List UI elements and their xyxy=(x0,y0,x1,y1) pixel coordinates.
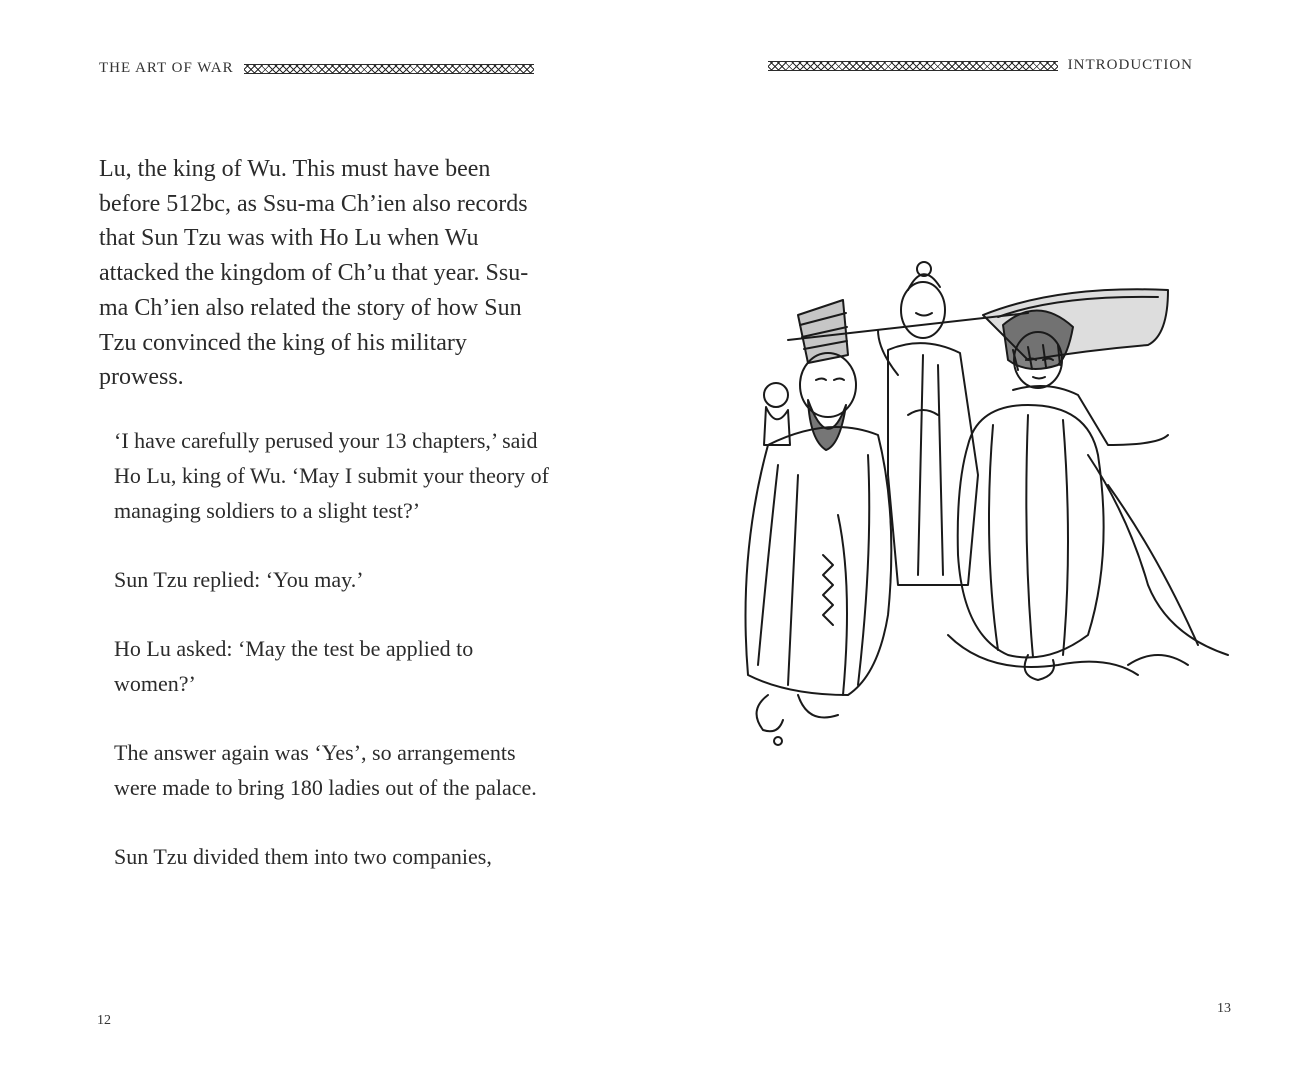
book-title: THE ART OF WAR xyxy=(99,60,234,76)
ornament-rule xyxy=(768,61,1058,71)
paragraph: Sun Tzu replied: ‘You may.’ xyxy=(114,566,364,592)
figure-illustration xyxy=(728,255,1248,755)
paragraph: Ho Lu asked: ‘May the test be applied to women?’ xyxy=(114,635,474,696)
running-head-left xyxy=(99,60,534,77)
paragraph: Sun Tzu divided them into two companies, xyxy=(114,843,492,869)
page-number-left: 12 xyxy=(97,1013,111,1028)
paragraph: Lu, the king of Wu. This must have been before 512bc, as Ssu-ma Ch’ien also records that Sun Tzu was with Ho Lu when Wu attacked the kingdom of Ch’u that year. Ssu-ma Ch’ien also related the story of how Sun Tzu convinced the king of his military prowess. xyxy=(99,156,529,391)
paragraph: ‘I have carefully perused your 13 chapters,’ said Ho Lu, king of Wu. ‘May I submit your theory of managing soldiers to a slight test?’ xyxy=(114,427,549,523)
body-text xyxy=(99,152,554,908)
left-page xyxy=(0,0,650,1080)
paragraph: The answer again was ‘Yes’, so arrangements were made to bring 180 ladies out of the palace. xyxy=(114,739,537,800)
lady-figure xyxy=(948,310,1228,680)
page-number-right: 13 xyxy=(1217,1001,1231,1016)
servant-figure xyxy=(878,262,978,585)
running-head-right xyxy=(768,57,1193,74)
section-title: INTRODUCTION xyxy=(1067,57,1193,73)
right-page xyxy=(650,0,1301,1080)
ornament-rule xyxy=(244,64,534,74)
king-figure xyxy=(746,300,892,745)
